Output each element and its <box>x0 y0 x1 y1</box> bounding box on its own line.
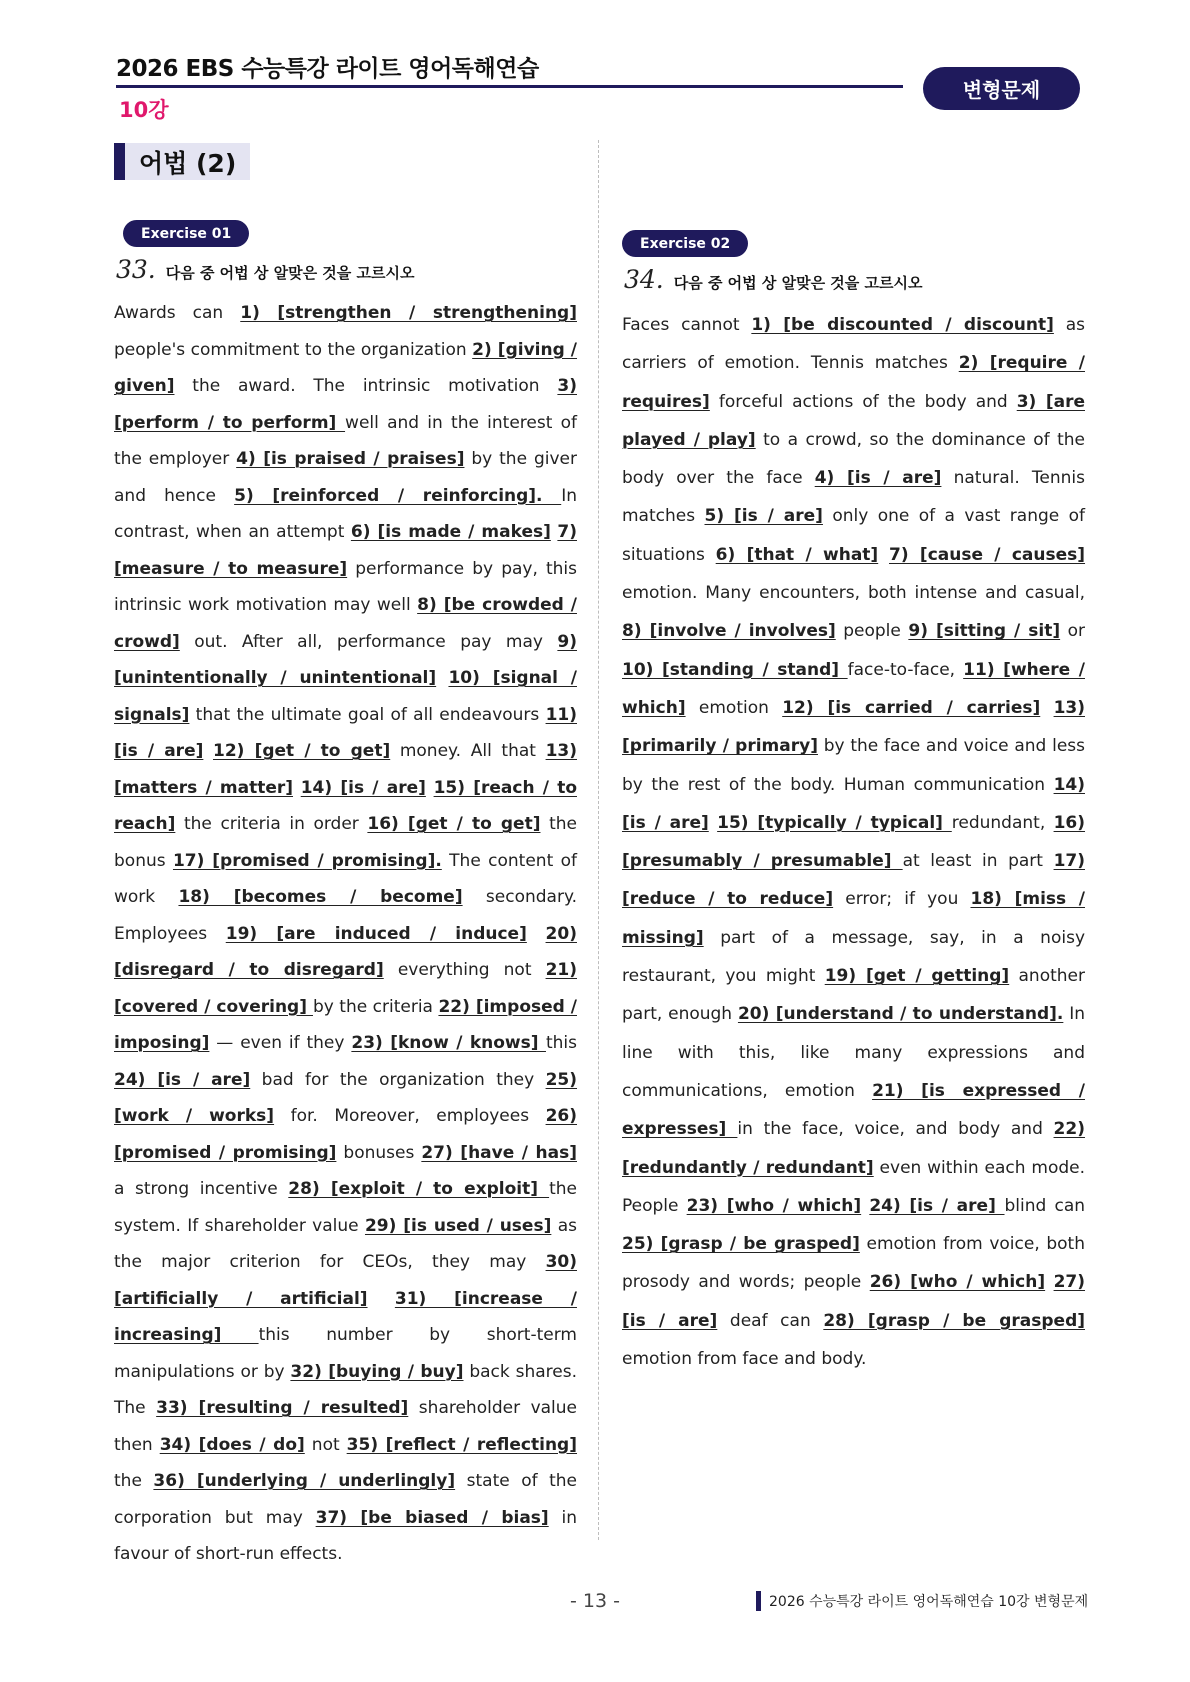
footer <box>756 1591 1088 1611</box>
answer-blank: 15) [typically / typical] <box>717 812 952 833</box>
answer-blank: 34) [does / do] <box>159 1434 305 1455</box>
answer-blank: 6) [that / what] <box>715 544 879 565</box>
answer-blank: 2) [giving / given] <box>114 339 578 396</box>
answer-blank: 7) [measure / to measure] <box>114 522 577 579</box>
passage-text: The content of work <box>114 850 577 907</box>
answer-blank: 15) [reach / to reach] <box>114 777 577 834</box>
answer-blank: 6) [is made / makes] <box>350 522 551 542</box>
answer-blank: 3) [perform / to perform] <box>114 376 577 433</box>
question-number: 33. <box>116 255 156 284</box>
answer-blank: 17) [promised / promising]. <box>172 850 442 871</box>
variant-badge: 변형문제 <box>923 67 1080 110</box>
answer-blank: 24) [is / are] <box>869 1195 1005 1216</box>
passage-text: Awards can <box>114 303 241 323</box>
answer-blank: 12) [get / to get] <box>213 741 391 761</box>
answer-blank: 26) [promised / promising] <box>114 1106 578 1163</box>
answer-blank: 16) [get / to get] <box>367 814 541 834</box>
answer-blank: 4) [is praised / praises] <box>236 449 465 469</box>
passage-text <box>293 778 301 798</box>
passage-text: people <box>835 621 909 642</box>
answer-blank: 1) [strengthen / strengthening] <box>240 303 577 323</box>
page-number: - 13 - <box>570 1590 620 1612</box>
question-33-header <box>116 255 414 284</box>
passage-text: this number by short-term manipulations or by <box>114 1325 577 1382</box>
answer-blank: 2) [require / requires] <box>622 353 1085 412</box>
exercise-01-badge: Exercise 01 <box>123 220 249 247</box>
passage-text: natural. Tennis matches <box>622 468 1085 527</box>
answer-blank: 28) [exploit / to exploit] <box>288 1179 550 1199</box>
passage-text: not <box>304 1434 347 1455</box>
passage-text: secondary. Employees <box>114 887 577 944</box>
answer-blank: 20) [understand / to understand]. <box>737 1004 1064 1025</box>
answer-blank: 9) [unintentionally / unintentional] <box>114 631 577 688</box>
answer-blank: 7) [cause / causes] <box>889 544 1086 565</box>
answer-blank: 16) [presumably / presumable] <box>622 812 1086 872</box>
passage-text <box>709 813 717 833</box>
passage-text: state of the corporation but may <box>114 1471 577 1528</box>
passage-text: deaf can <box>717 1310 824 1331</box>
answer-blank: 8) [be crowded / crowd] <box>114 595 577 652</box>
answer-blank: 3) [are played / play] <box>622 391 1085 450</box>
exercise-01-passage <box>114 295 577 1573</box>
answer-blank: 21) [is expressed / expresses] <box>622 1080 1085 1140</box>
passage-text: — even if they <box>209 1033 352 1053</box>
footer-text: 2026 수능특강 라이트 영어독해연습 10강 변형문제 <box>769 1594 1089 1610</box>
passage-text: as the major criterion for CEOs, they may <box>114 1215 577 1272</box>
answer-blank: 11) [where / which] <box>622 659 1085 718</box>
passage-text <box>426 778 434 798</box>
exercise-02-passage <box>622 306 1085 1378</box>
passage-text: the criteria in order <box>175 814 368 834</box>
footer-bar <box>756 1591 761 1611</box>
passage-text <box>1045 1272 1053 1292</box>
exercise-02-badge: Exercise 02 <box>622 230 748 257</box>
passage-text: even within each mode. People <box>622 1157 1086 1216</box>
passage-text: the award. The intrinsic motivation <box>174 376 558 396</box>
passage-text <box>527 924 546 944</box>
passage-text: the bonus <box>114 814 577 871</box>
answer-blank: 13) [primarily / primary] <box>622 697 1085 757</box>
passage-text: for. Moreover, employees <box>274 1106 546 1126</box>
passage-text: a strong incentive <box>114 1179 289 1199</box>
answer-blank: 13) [matters / matter] <box>114 741 578 798</box>
passage-text: error; if you <box>833 889 971 910</box>
answer-blank: 36) [underlying / underlingly] <box>153 1471 456 1491</box>
answer-blank: 21) [covered / covering] <box>114 960 577 1017</box>
passage-text <box>1040 698 1053 718</box>
passage-text: part of a message, say, in a noisy restaurant, you might <box>622 927 1085 987</box>
answer-blank: 25) [grasp / be grasped] <box>622 1234 860 1255</box>
passage-text: by the criteria <box>312 996 439 1017</box>
answer-blank: 29) [is used / uses] <box>364 1215 552 1236</box>
passage-text: this <box>545 1033 577 1053</box>
passage-text <box>436 668 448 688</box>
answer-blank: 18) [miss / missing] <box>622 889 1085 948</box>
passage-text: the system. If shareholder value <box>114 1179 577 1236</box>
answer-blank: 26) [who / which] <box>869 1272 1046 1293</box>
answer-blank: 12) [is carried / carries] <box>782 697 1041 718</box>
answer-blank: 32) [buying / buy] <box>290 1361 464 1382</box>
passage-text: out. After all, performance pay may <box>179 631 558 652</box>
answer-blank: 27) [is / are] <box>622 1272 1086 1331</box>
answer-blank: 17) [reduce / to reduce] <box>622 851 1085 910</box>
document-title: 2026 EBS 수능특강 라이트 영어독해연습 <box>116 56 539 82</box>
section-title: 어법 (2) <box>125 143 250 180</box>
passage-text: everything not <box>383 960 546 980</box>
passage-text: only one of a vast range of situations <box>622 506 1086 565</box>
answer-blank: 23) [know / knows] <box>351 1033 546 1053</box>
passage-text: emotion <box>685 697 783 718</box>
passage-text: blind can <box>1004 1195 1086 1216</box>
question-number: 34. <box>624 265 664 294</box>
passage-text: or <box>1060 621 1085 642</box>
section-heading <box>114 143 250 180</box>
answer-blank: 19) [are induced / induce] <box>225 923 527 944</box>
passage-text: face-to-face, <box>847 659 964 680</box>
answer-blank: 18) [becomes / become] <box>178 887 463 907</box>
passage-text: emotion from face and body. <box>622 1349 867 1370</box>
passage-text <box>368 1289 395 1309</box>
answer-blank: 11) [is / are] <box>114 704 577 761</box>
question-instruction: 다음 중 어법 상 알맞은 것을 고르시오 <box>673 274 923 292</box>
passage-text: In line with this, like many expressions and communications, emotion <box>622 1004 1085 1101</box>
section-bar <box>114 143 125 180</box>
passage-text: in favour of short-run effects. <box>114 1507 577 1564</box>
answer-blank: 10) [signal / signals] <box>114 668 577 725</box>
answer-blank: 33) [resulting / resulted] <box>156 1398 409 1418</box>
answer-blank: 9) [sitting / sit] <box>908 621 1061 642</box>
answer-blank: 4) [is / are] <box>814 468 942 489</box>
passage-text: people's commitment to the organization <box>114 339 473 360</box>
answer-blank: 25) [work / works] <box>114 1069 578 1126</box>
passage-text: emotion. Many encounters, both intense and casual, <box>622 583 1085 604</box>
passage-text: as carriers of emotion. Tennis matches <box>622 315 1085 374</box>
passage-text: the <box>114 1471 154 1491</box>
passage-text: back shares. The <box>114 1361 577 1418</box>
passage-text: forceful actions of the body and <box>709 391 1017 412</box>
column-divider <box>598 140 599 1540</box>
answer-blank: 23) [who / which] <box>686 1195 862 1216</box>
passage-text: In contrast, when an attempt <box>114 485 577 542</box>
answer-blank: 10) [standing / stand] <box>622 659 848 680</box>
question-instruction: 다음 중 어법 상 알맞은 것을 고르시오 <box>165 264 415 282</box>
answer-blank: 1) [be discounted / discount] <box>751 315 1054 335</box>
answer-blank: 35) [reflect / reflecting] <box>346 1434 577 1455</box>
answer-blank: 5) [is / are] <box>704 506 823 527</box>
passage-text: another part, enough <box>622 966 1085 1025</box>
passage-text: by the giver and hence <box>114 449 577 506</box>
question-34-header <box>624 265 922 294</box>
answer-blank: 8) [involve / involves] <box>622 621 836 642</box>
passage-text: money. All that <box>390 741 546 761</box>
passage-text: Faces cannot <box>622 315 752 335</box>
answer-blank: 22) [imposed / imposing] <box>114 996 577 1053</box>
passage-text <box>203 741 213 761</box>
answer-blank: 24) [is / are] <box>114 1069 251 1090</box>
answer-blank: 5) [reinforced / reinforcing]. <box>234 485 562 506</box>
header-rule <box>116 85 903 88</box>
passage-text: bad for the organization they <box>250 1069 546 1090</box>
passage-text: in the face, voice, and body and <box>737 1119 1054 1140</box>
answer-blank: 30) [artificially / artificial] <box>114 1252 577 1309</box>
passage-text: performance by pay, this intrinsic work motivation may well <box>114 558 577 615</box>
answer-blank: 31) [increase / increasing] <box>114 1288 577 1345</box>
passage-text: bonuses <box>336 1142 422 1163</box>
passage-text: well and in the interest of the employer <box>114 412 577 469</box>
passage-text: to a crowd, so the dominance of the body over the face <box>622 429 1085 489</box>
lesson-label: 10강 <box>119 98 169 122</box>
passage-text: at least in part <box>902 851 1054 872</box>
answer-blank: 37) [be biased / bias] <box>315 1507 549 1528</box>
answer-blank: 28) [grasp / be grasped] <box>823 1310 1086 1331</box>
answer-blank: 14) [is / are] <box>622 774 1085 833</box>
passage-text: redundant, <box>951 812 1054 833</box>
passage-text: shareholder value then <box>114 1398 577 1455</box>
answer-blank: 27) [have / has] <box>421 1142 577 1163</box>
passage-text: by the face and voice and less by the rest of the body. Human communication <box>622 736 1085 795</box>
answer-blank: 19) [get / getting] <box>824 966 1010 987</box>
answer-blank: 14) [is / are] <box>300 777 426 798</box>
answer-blank: 20) [disregard / to disregard] <box>114 923 577 980</box>
passage-text <box>878 545 889 565</box>
passage-text: that the ultimate goal of all endeavours <box>189 704 546 725</box>
passage-text: emotion from voice, both prosody and words; people <box>622 1234 1085 1293</box>
answer-blank: 22) [redundantly / redundant] <box>622 1119 1085 1178</box>
